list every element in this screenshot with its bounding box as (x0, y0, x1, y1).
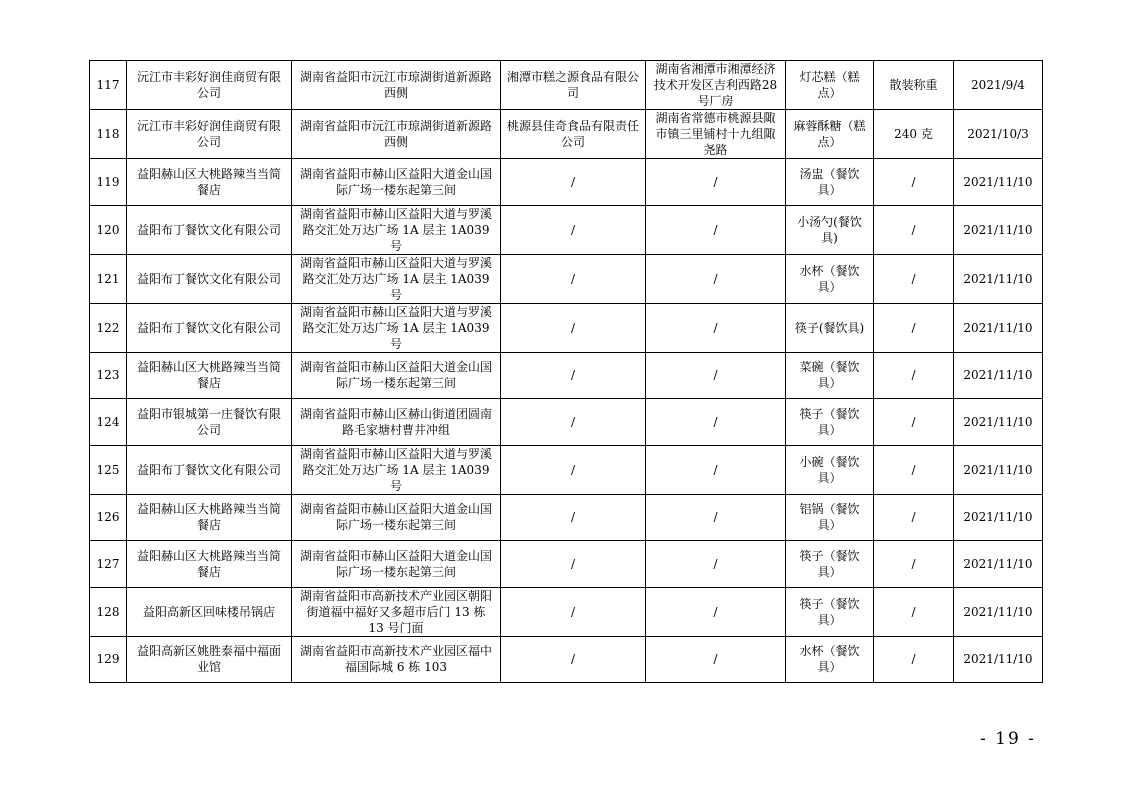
product-cell: 筷子（餐饮具） (786, 541, 874, 588)
table-row (90, 303, 1043, 352)
product-cell: 小汤勺(餐饮具) (786, 205, 874, 254)
address-cell: 湖南省益阳市赫山区益阳大道与罗溪路交汇处万达广场 1A 层主 1A039 号 (292, 445, 501, 494)
spec-cell: / (874, 399, 954, 446)
producer-address-cell: / (646, 303, 786, 352)
producer-address-cell: / (646, 399, 786, 446)
product-cell: 水杯（餐饮具） (786, 254, 874, 303)
product-cell: 筷子（餐饮具） (786, 587, 874, 636)
producer-address-cell: 湖南省湘潭市湘潭经济技术开发区吉利西路28号厂房 (646, 61, 786, 110)
producer-cell: / (501, 399, 646, 446)
company-cell: 益阳市银城第一庄餐饮有限公司 (127, 399, 292, 446)
producer-cell: 桃源县佳奇食品有限责任公司 (501, 110, 646, 159)
producer-cell: / (501, 636, 646, 683)
product-cell: 小碗（餐饮具） (786, 445, 874, 494)
table-row (90, 352, 1043, 399)
date-cell: 2021/10/3 (954, 110, 1043, 159)
address-cell: 湖南省益阳市赫山区赫山街道团圆南路毛家塘村曹井冲组 (292, 399, 501, 446)
producer-address-cell: / (646, 445, 786, 494)
company-cell: 益阳布丁餐饮文化有限公司 (127, 445, 292, 494)
date-cell: 2021/11/10 (954, 587, 1043, 636)
address-cell: 湖南省益阳市赫山区益阳大道与罗溪路交汇处万达广场 1A 层主 1A039 号 (292, 254, 501, 303)
page-number: - 19 - (980, 729, 1036, 749)
spec-cell: / (874, 352, 954, 399)
producer-address-cell: / (646, 587, 786, 636)
spec-cell: / (874, 636, 954, 683)
product-cell: 菜碗（餐饮具） (786, 352, 874, 399)
table-row (90, 205, 1043, 254)
product-cell: 铝锅（餐饮具） (786, 494, 874, 541)
row-number-cell: 122 (90, 303, 127, 352)
company-cell: 益阳布丁餐饮文化有限公司 (127, 254, 292, 303)
table-body (90, 61, 1043, 683)
producer-address-cell: / (646, 159, 786, 206)
product-cell: 筷子(餐饮具) (786, 303, 874, 352)
date-cell: 2021/11/10 (954, 159, 1043, 206)
producer-cell: / (501, 352, 646, 399)
table-row (90, 61, 1043, 110)
address-cell: 湖南省益阳市赫山区益阳大道与罗溪路交汇处万达广场 1A 层主 1A039 号 (292, 303, 501, 352)
producer-cell: / (501, 159, 646, 206)
spec-cell: / (874, 254, 954, 303)
table-row (90, 399, 1043, 446)
producer-cell: / (501, 587, 646, 636)
row-number-cell: 117 (90, 61, 127, 110)
table-row (90, 494, 1043, 541)
address-cell: 湖南省益阳市赫山区益阳大道金山国际广场一楼东起第三间 (292, 494, 501, 541)
producer-address-cell: / (646, 254, 786, 303)
table-row (90, 587, 1043, 636)
date-cell: 2021/11/10 (954, 399, 1043, 446)
date-cell: 2021/11/10 (954, 303, 1043, 352)
date-cell: 2021/11/10 (954, 494, 1043, 541)
date-cell: 2021/9/4 (954, 61, 1043, 110)
address-cell: 湖南省益阳市赫山区益阳大道与罗溪路交汇处万达广场 1A 层主 1A039 号 (292, 205, 501, 254)
date-cell: 2021/11/10 (954, 205, 1043, 254)
row-number-cell: 126 (90, 494, 127, 541)
date-cell: 2021/11/10 (954, 541, 1043, 588)
address-cell: 湖南省益阳市高新技术产业园区福中福国际城 6 栋 103 (292, 636, 501, 683)
spec-cell: / (874, 205, 954, 254)
company-cell: 益阳赫山区大桃路辣当当简餐店 (127, 541, 292, 588)
company-cell: 益阳布丁餐饮文化有限公司 (127, 303, 292, 352)
producer-cell: / (501, 494, 646, 541)
producer-cell: 湘潭市糕之源食品有限公司 (501, 61, 646, 110)
product-cell: 筷子（餐饮具） (786, 399, 874, 446)
company-cell: 沅江市丰彩好润佳商贸有限公司 (127, 61, 292, 110)
product-cell: 水杯（餐饮具） (786, 636, 874, 683)
producer-cell: / (501, 445, 646, 494)
producer-address-cell: / (646, 205, 786, 254)
row-number-cell: 120 (90, 205, 127, 254)
sampling-table (89, 60, 1043, 683)
data-table-container (89, 60, 1042, 683)
spec-cell: / (874, 494, 954, 541)
producer-address-cell: / (646, 541, 786, 588)
product-cell: 灯芯糕（糕点） (786, 61, 874, 110)
table-row (90, 159, 1043, 206)
row-number-cell: 119 (90, 159, 127, 206)
company-cell: 益阳高新区姚胜泰福中福面业馆 (127, 636, 292, 683)
producer-cell: / (501, 541, 646, 588)
producer-address-cell: / (646, 352, 786, 399)
table-row (90, 254, 1043, 303)
row-number-cell: 124 (90, 399, 127, 446)
date-cell: 2021/11/10 (954, 445, 1043, 494)
row-number-cell: 123 (90, 352, 127, 399)
producer-address-cell: 湖南省常德市桃源县陬市镇三里铺村十九组陬尧路 (646, 110, 786, 159)
company-cell: 益阳高新区回味楼吊锅店 (127, 587, 292, 636)
address-cell: 湖南省益阳市沅江市琼湖街道新源路西侧 (292, 61, 501, 110)
address-cell: 湖南省益阳市高新技术产业园区朝阳街道福中福好又多超市后门 13 栋 13 号门面 (292, 587, 501, 636)
table-row (90, 110, 1043, 159)
producer-address-cell: / (646, 494, 786, 541)
address-cell: 湖南省益阳市赫山区益阳大道金山国际广场一楼东起第三间 (292, 159, 501, 206)
spec-cell: / (874, 541, 954, 588)
product-cell: 麻蓉酥糖（糕点） (786, 110, 874, 159)
row-number-cell: 129 (90, 636, 127, 683)
date-cell: 2021/11/10 (954, 636, 1043, 683)
row-number-cell: 128 (90, 587, 127, 636)
producer-address-cell: / (646, 636, 786, 683)
spec-cell: 240 克 (874, 110, 954, 159)
date-cell: 2021/11/10 (954, 352, 1043, 399)
date-cell: 2021/11/10 (954, 254, 1043, 303)
row-number-cell: 127 (90, 541, 127, 588)
address-cell: 湖南省益阳市赫山区益阳大道金山国际广场一楼东起第三间 (292, 352, 501, 399)
table-row (90, 636, 1043, 683)
spec-cell: / (874, 159, 954, 206)
company-cell: 益阳赫山区大桃路辣当当简餐店 (127, 494, 292, 541)
producer-cell: / (501, 254, 646, 303)
row-number-cell: 121 (90, 254, 127, 303)
spec-cell: / (874, 587, 954, 636)
address-cell: 湖南省益阳市赫山区益阳大道金山国际广场一楼东起第三间 (292, 541, 501, 588)
product-cell: 汤盅（餐饮具） (786, 159, 874, 206)
spec-cell: / (874, 303, 954, 352)
producer-cell: / (501, 205, 646, 254)
table-row (90, 445, 1043, 494)
spec-cell: / (874, 445, 954, 494)
company-cell: 沅江市丰彩好润佳商贸有限公司 (127, 110, 292, 159)
company-cell: 益阳赫山区大桃路辣当当简餐店 (127, 352, 292, 399)
table-row (90, 541, 1043, 588)
address-cell: 湖南省益阳市沅江市琼湖街道新源路西侧 (292, 110, 501, 159)
company-cell: 益阳布丁餐饮文化有限公司 (127, 205, 292, 254)
row-number-cell: 125 (90, 445, 127, 494)
company-cell: 益阳赫山区大桃路辣当当简餐店 (127, 159, 292, 206)
producer-cell: / (501, 303, 646, 352)
spec-cell: 散装称重 (874, 61, 954, 110)
row-number-cell: 118 (90, 110, 127, 159)
